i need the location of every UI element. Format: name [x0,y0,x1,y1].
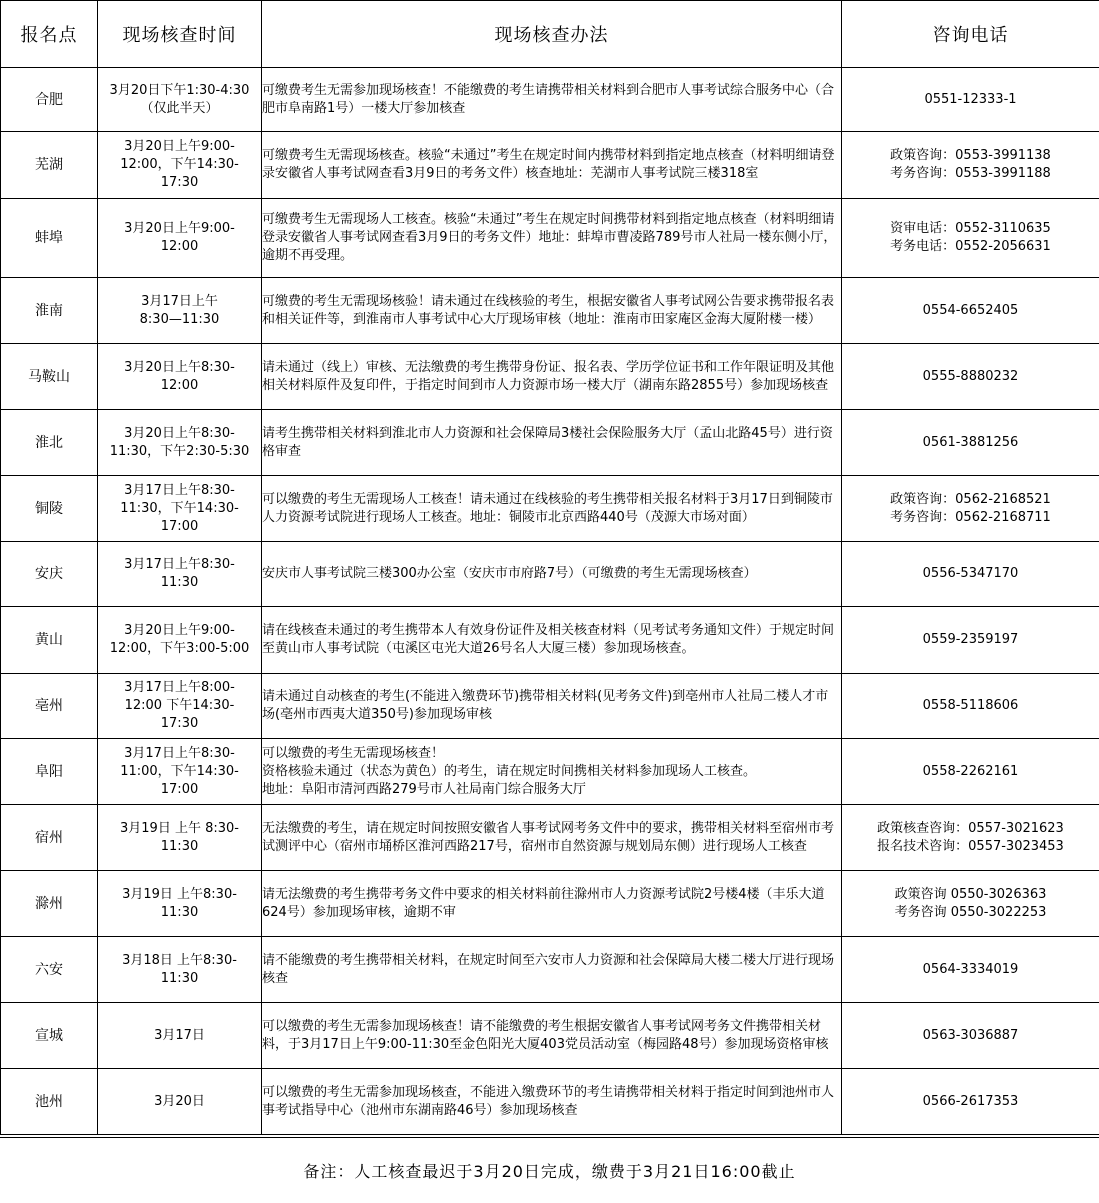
table-row [1,132,1099,199]
table-row [1,739,1099,805]
time-line: 17:30 [160,716,199,731]
phone-line: 0563-3036887 [922,1027,1019,1043]
phone-cell [842,278,1099,344]
method-cell: 请未通过自动核查的考生(不能进入缴费环节)携带相关材料(见考务文件)到亳州市人社局二楼人才市场(亳州市西夷大道350号)参加现场审核 [262,674,842,739]
phone-cell [842,871,1099,937]
phone-line: 资审电话：0552-3110635 [890,221,1051,236]
table-row [1,278,1099,344]
site-cell: 淮南 [1,278,98,344]
phone-line: 0564-3334019 [922,961,1019,977]
time-line: 12:00，下午3:00-5:00 [109,641,250,656]
method-cell: 可以缴费的考生无需现场人工核查！请未通过在线核验的考生携带相关报名材料于3月17日到铜陵市人力资源考试院进行现场人工核查。地址：铜陵市北京西路440号（茂源大市场对面） [262,476,842,542]
time-line: 11:30 [160,838,199,854]
phone-line: 0551-12333-1 [924,91,1017,107]
time-cell [98,805,262,871]
phone-cell [842,344,1099,410]
time-line: 3月20日上午9:00- [124,221,235,236]
method-cell: 可缴费考生无需现场人工核查。核验“未通过”考生在规定时间携带材料到指定地点核查（材料明细请登录安徽省人事考试网查看3月9日的考务文件）地址：蚌埠市曹凌路789号市人社局一楼东侧小厅，逾期不再受理。 [262,199,842,278]
site-cell: 亳州 [1,674,98,739]
table-row [1,805,1099,871]
phone-cell [842,607,1099,674]
site-cell: 芜湖 [1,132,98,199]
method-cell: 请考生携带相关材料到淮北市人力资源和社会保障局3楼社会保险服务大厅（孟山北路45号）进行资格审查 [262,410,842,476]
time-line: 12:00 [160,239,199,254]
table-row [1,476,1099,542]
time-cell [98,132,262,199]
time-cell [98,199,262,278]
method-cell: 请未通过（线上）审核、无法缴费的考生携带身份证、报名表、学历学位证书和工作年限证明及其他相关材料原件及复印件，于指定时间到市人力资源市场一楼大厅（湖南东路2855号）参加现场核查 [262,344,842,410]
table-row [1,607,1099,674]
phone-line: 0566-2617353 [922,1093,1019,1109]
time-cell [98,1003,262,1069]
phone-line: 0556-5347170 [922,566,1019,581]
site-cell: 六安 [1,937,98,1003]
time-line: 17:00 [160,781,199,797]
phone-line: 考务咨询：0562-2168711 [890,509,1051,525]
time-line: 11:30，下午2:30-5:30 [109,443,250,459]
time-line: 17:00 [160,518,199,534]
time-line: 12:00 [160,377,199,393]
footnote: 备注：人工核查最迟于3月20日完成，缴费于3月21日16:00截止 [0,1137,1099,1203]
phone-cell [842,1003,1099,1069]
phone-line: 0561-3881256 [922,434,1019,450]
site-cell: 蚌埠 [1,199,98,278]
site-cell: 滁州 [1,871,98,937]
time-cell [98,937,262,1003]
phone-cell [842,674,1099,739]
time-line: 11:30 [160,575,199,590]
time-line: 11:30，下午14:30- [120,500,239,516]
phone-cell [842,410,1099,476]
method-cell: 可以缴费的考生无需参加现场核查！请不能缴费的考生根据安徽省人事考试网考务文件携带相关材料，于3月17日上午9:00-11:30至金色阳光大厦403党员活动室（梅园路48号）参加现场资格审核 [262,1003,842,1069]
phone-line: 0558-5118606 [922,698,1019,713]
table-row [1,937,1099,1003]
header-time: 现场核查时间 [98,1,262,68]
phone-cell [842,199,1099,278]
table-row [1,410,1099,476]
time-line: 12:00，下午14:30- [120,157,239,172]
header-row [1,1,1099,68]
site-cell: 宿州 [1,805,98,871]
phone-line: 政策咨询 0550-3026363 [894,886,1047,902]
time-line: 3月20日上午9:00- [124,139,235,154]
time-line: 3月19日 上午8:30- [122,886,237,902]
table-row [1,542,1099,607]
phone-cell [842,542,1099,607]
table-row [1,871,1099,937]
time-line: 11:00，下午14:30- [120,763,239,779]
site-cell: 铜陵 [1,476,98,542]
phone-line: 考务电话：0552-2056631 [890,239,1051,254]
phone-line: 0554-6652405 [922,302,1019,318]
time-line: 3月17日上午8:00- [124,680,235,695]
time-line: 3月17日上午8:30- [124,482,235,498]
time-cell [98,607,262,674]
site-cell: 马鞍山 [1,344,98,410]
method-cell: 请在线核查未通过的考生携带本人有效身份证件及相关核查材料（见考试考务通知文件）于规定时间至黄山市人事考试院（屯溪区屯光大道26号名人大厦三楼）参加现场核查。 [262,607,842,674]
method-cell: 安庆市人事考试院三楼300办公室（安庆市市府路7号）（可缴费的考生无需现场核查） [262,542,842,607]
time-line: （仅此半天） [140,100,219,116]
time-line: 3月17日上午 [141,293,218,309]
phone-line: 政策咨询：0562-2168521 [890,491,1051,507]
time-line: 11:30 [160,904,199,920]
phone-line: 考务咨询 0550-3022253 [894,904,1047,920]
phone-line: 政策核查咨询：0557-3021623 [877,820,1064,836]
phone-line: 考务咨询：0553-3991188 [890,166,1051,181]
phone-line: 0559-2359197 [922,632,1019,647]
method-cell: 可以缴费的考生无需参加现场核查，不能进入缴费环节的考生请携带相关材料于指定时间到池州市人事考试指导中心（池州市东湖南路46号）参加现场核查 [262,1069,842,1135]
phone-cell [842,937,1099,1003]
time-line: 3月17日上午8:30- [124,745,235,761]
phone-line: 报名技术咨询：0557-3023453 [877,838,1064,854]
table-row [1,674,1099,739]
time-line: 3月18日 上午8:30- [122,952,237,968]
phone-cell [842,1069,1099,1135]
table-row [1,68,1099,132]
phone-cell [842,476,1099,542]
time-cell [98,1069,262,1135]
time-line: 3月20日上午8:30- [124,359,235,375]
site-cell: 淮北 [1,410,98,476]
table-row [1,344,1099,410]
phone-cell [842,132,1099,199]
site-cell: 黄山 [1,607,98,674]
phone-line: 政策咨询：0553-3991138 [890,148,1051,163]
time-line: 11:30 [160,970,199,986]
method-cell: 请无法缴费的考生携带考务文件中要求的相关材料前往滁州市人力资源考试院2号楼4楼（丰乐大道624号）参加现场审核，逾期不审 [262,871,842,937]
time-cell [98,674,262,739]
table-body [1,68,1099,1135]
method-cell: 可缴费的考生无需现场核验！请未通过在线核验的考生，根据安徽省人事考试网公告要求携带报名表和相关证件等，到淮南市人事考试中心大厅现场审核（地址：淮南市田家庵区金海大厦附楼一楼） [262,278,842,344]
time-line: 3月19日 上午 8:30- [120,820,239,836]
method-cell: 可缴费考生无需现场核查。核验“未通过”考生在规定时间内携带材料到指定地点核查（材料明细请登录安徽省人事考试网查看3月9日的考务文件）核查地址：芜湖市人事考试院三楼318室 [262,132,842,199]
time-line: 17:30 [160,175,199,190]
method-cell: 可以缴费的考生无需现场核查！ 资格核验未通过（状态为黄色）的考生，请在规定时间携相关材料参加现场人工核查。 地址：阜阳市清河西路279号市人社局南门综合服务大厅 [262,739,842,805]
table-row [1,1003,1099,1069]
time-cell [98,476,262,542]
time-line: 3月20日上午8:30- [124,425,235,441]
time-line: 3月17日上午8:30- [124,557,235,572]
time-cell [98,542,262,607]
method-cell: 可缴费考生无需参加现场核查！不能缴费的考生请携带相关材料到合肥市人事考试综合服务中心（合肥市阜南路1号）一楼大厅参加核查 [262,68,842,132]
time-line: 8:30—11:30 [139,311,220,327]
table-row [1,1069,1099,1135]
time-line: 3月17日 [154,1027,205,1043]
time-cell [98,739,262,805]
site-cell: 池州 [1,1069,98,1135]
time-line: 3月20日 [154,1093,205,1109]
time-line: 3月20日下午1:30-4:30 [109,82,250,98]
header-site: 报名点 [1,1,98,68]
phone-cell [842,739,1099,805]
phone-line: 0558-2262161 [922,763,1019,779]
time-cell [98,68,262,132]
time-cell [98,344,262,410]
time-cell [98,410,262,476]
time-line: 12:00 下午14:30- [124,698,235,713]
time-cell [98,278,262,344]
phone-cell [842,805,1099,871]
header-phone: 咨询电话 [842,1,1099,68]
site-cell: 宣城 [1,1003,98,1069]
method-cell: 请不能缴费的考生携带相关材料，在规定时间至六安市人力资源和社会保障局大楼二楼大厅进行现场核查 [262,937,842,1003]
header-method: 现场核查办法 [262,1,842,68]
time-line: 3月20日上午9:00- [124,623,235,638]
phone-cell [842,68,1099,132]
site-cell: 安庆 [1,542,98,607]
table-row [1,199,1099,278]
time-cell [98,871,262,937]
method-cell: 无法缴费的考生，请在规定时间按照安徽省人事考试网考务文件中的要求，携带相关材料至宿州市考试测评中心（宿州市埇桥区淮河西路217号，宿州市自然资源与规划局东侧）进行现场人工核查 [262,805,842,871]
site-cell: 阜阳 [1,739,98,805]
site-cell: 合肥 [1,68,98,132]
phone-line: 0555-8880232 [922,368,1019,384]
